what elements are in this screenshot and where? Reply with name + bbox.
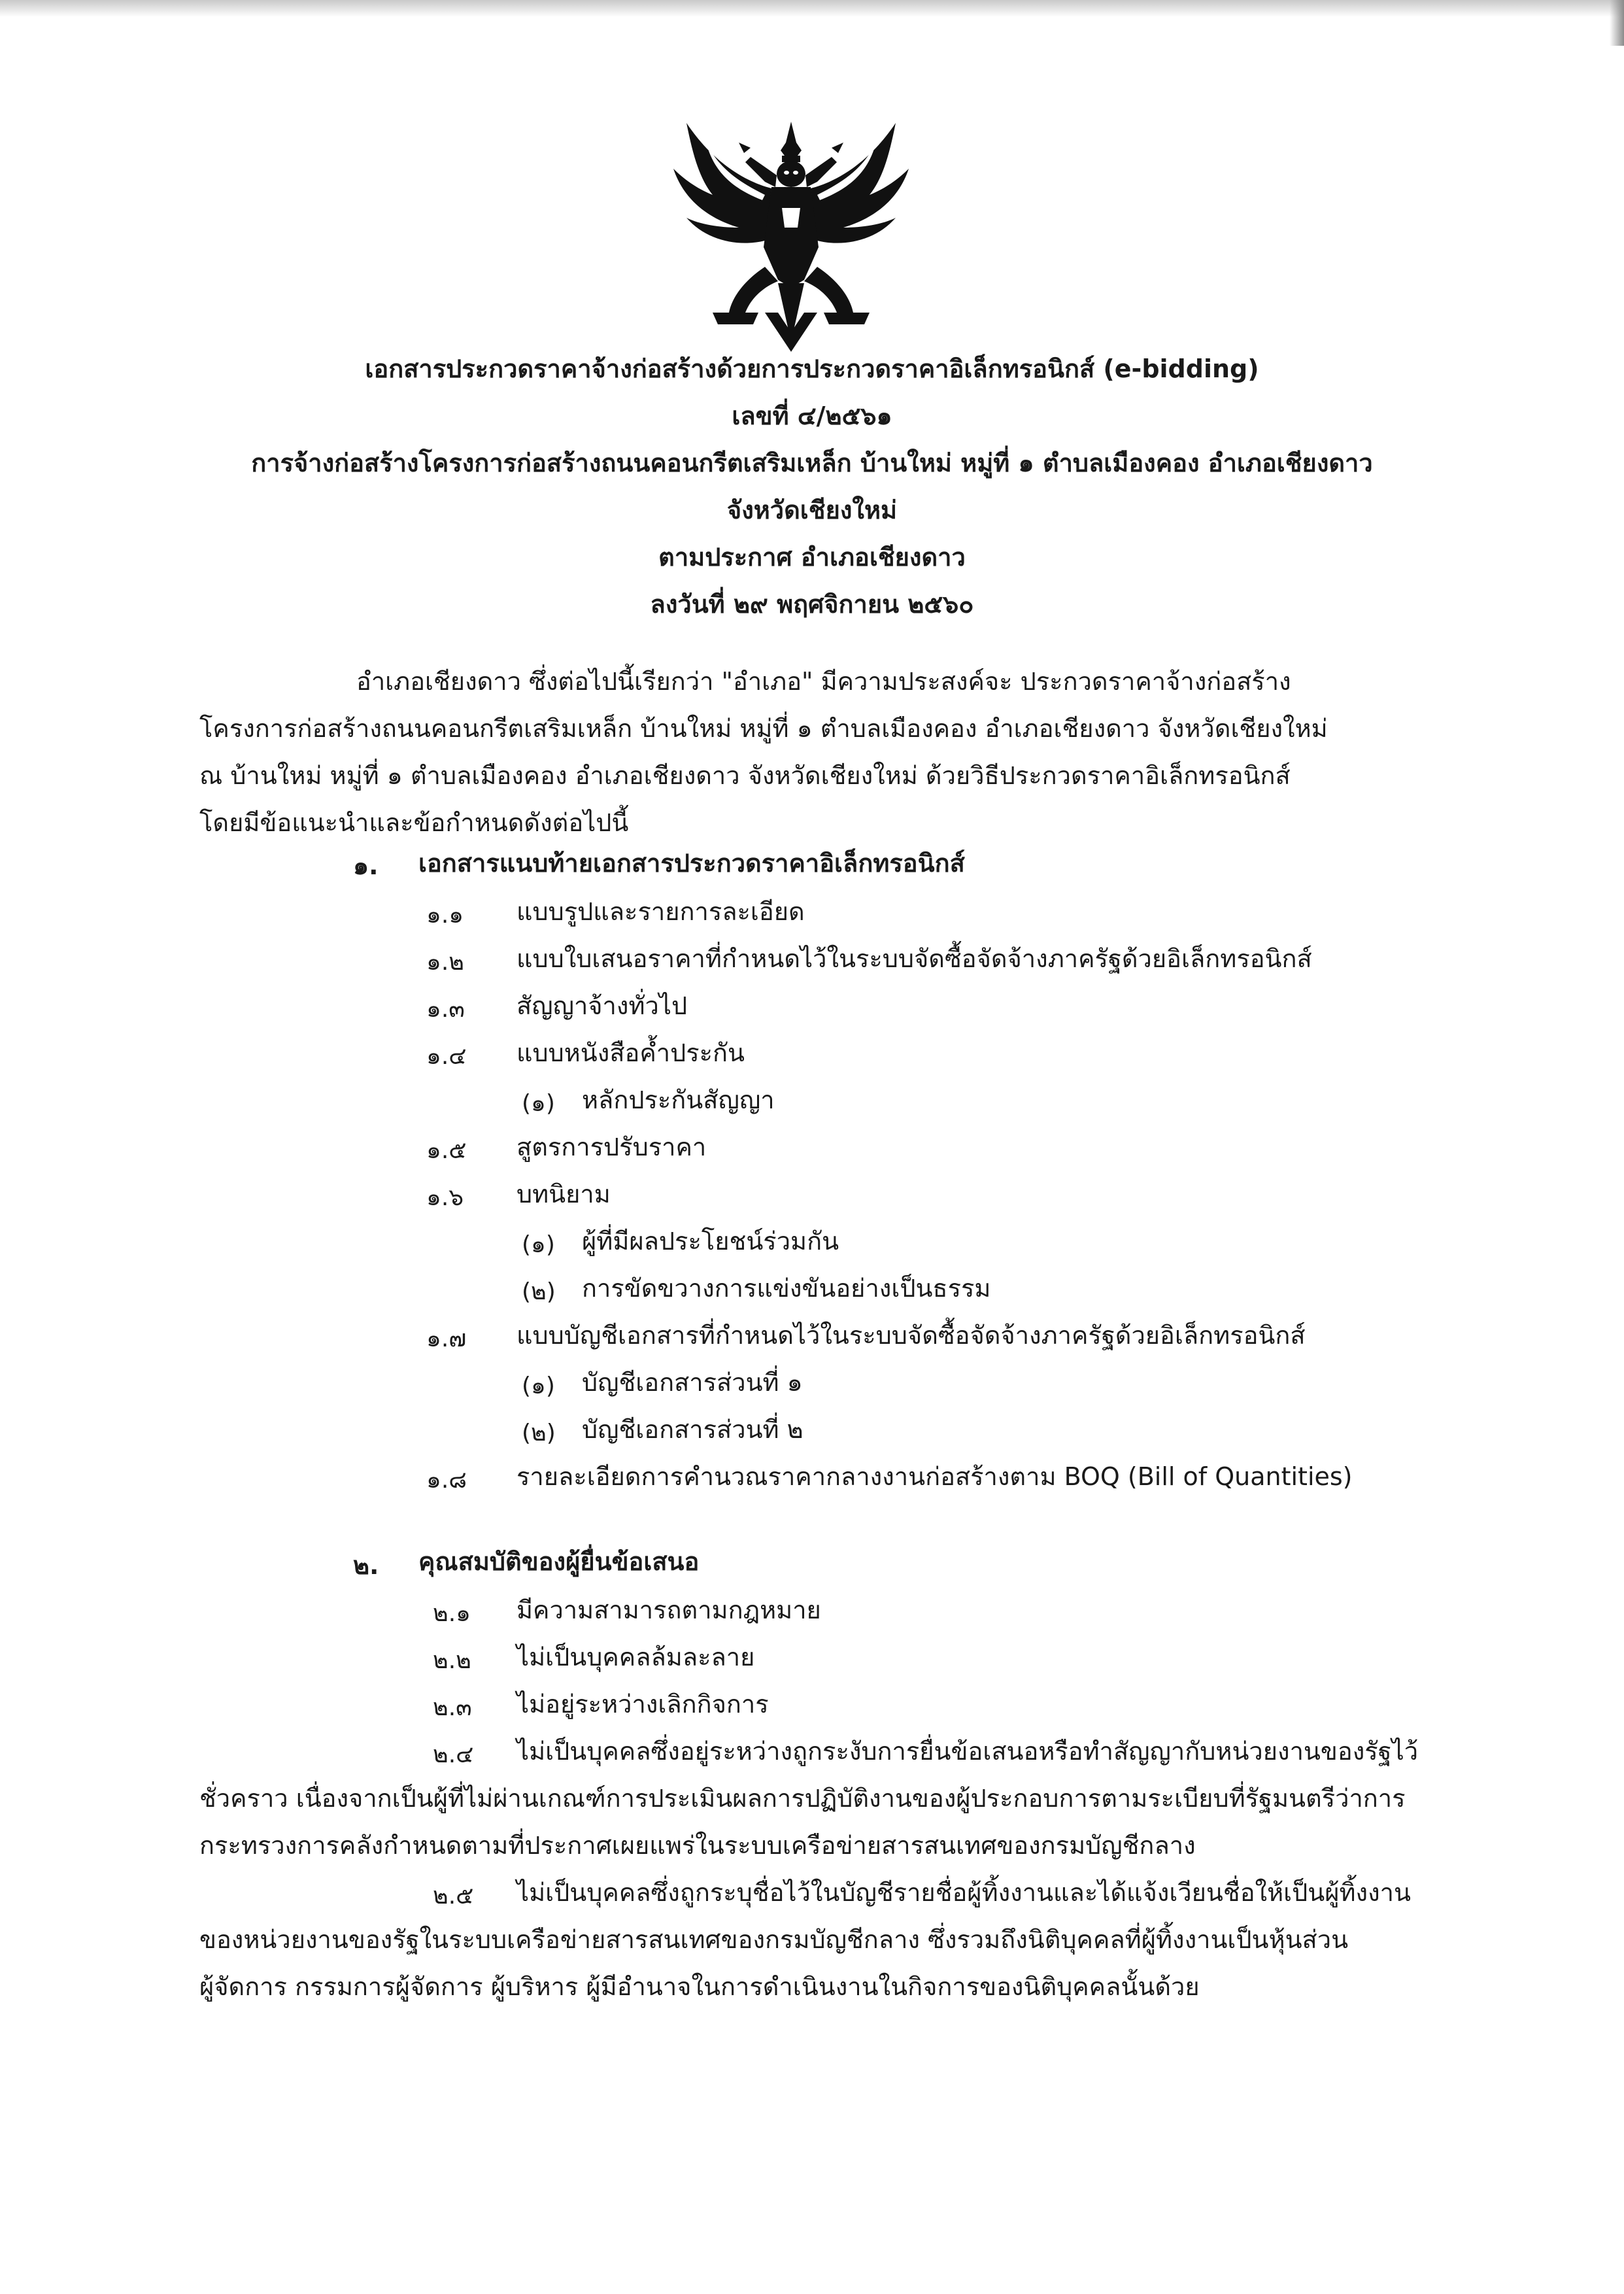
- item-text: แบบหนังสือค้ำประกัน: [516, 1038, 745, 1067]
- scan-shadow-corner: [1610, 0, 1624, 46]
- project-province: จังหวัดเชียงใหม่: [726, 496, 898, 524]
- subitem-text: บัญชีเอกสารส่วนที่ ๑: [582, 1368, 803, 1397]
- subitem-number: (๑): [522, 1373, 555, 1399]
- item-number: ๒.๑: [433, 1600, 471, 1627]
- intro-line: ณ บ้านใหม่ หมู่ที่ ๑ ตำบลเมืองคอง อำเภอเชียงดาว จังหวัดเชียงใหม่ ด้วยวิธีประกวดราคาอิเล็กทรอนิกส์: [199, 761, 1291, 790]
- item-text: ไม่เป็นบุคคลซึ่งถูกระบุชื่อไว้ในบัญชีรายชื่อผู้ทิ้งงานและได้แจ้งเวียนชื่อให้เป็นผู้ทิ้งงาน: [516, 1878, 1411, 1907]
- item-number: ๒.๓: [433, 1694, 472, 1721]
- intro-line: อำเภอเชียงดาว ซึ่งต่อไปนี้เรียกว่า "อำเภอ" มีความประสงค์จะ ประกวดราคาจ้างก่อสร้าง: [356, 667, 1291, 696]
- subitem-number: (๑): [522, 1231, 555, 1258]
- item-text: แบบใบเสนอราคาที่กำหนดไว้ในระบบจัดซื้อจัดจ้างภาครัฐด้วยอิเล็กทรอนิกส์: [516, 944, 1312, 973]
- doc-number: เลขที่ ๔/๒๕๖๑: [732, 402, 892, 430]
- item-number: ๑.๗: [426, 1326, 467, 1352]
- item-text-cont: ชั่วคราว เนื่องจากเป็นผู้ที่ไม่ผ่านเกณฑ์การประเมินผลการปฏิบัติงานของผู้ประกอบการตามระเบียบที่รัฐมนตรีว่าการ: [199, 1784, 1406, 1813]
- section1-title: เอกสารแนบท้ายเอกสารประกวดราคาอิเล็กทรอนิกส์: [418, 849, 965, 878]
- item-number: ๒.๔: [433, 1741, 474, 1768]
- subitem-number: (๒): [522, 1278, 556, 1305]
- subitem-text: หลักประกันสัญญา: [582, 1086, 775, 1114]
- item-text: บทนิยาม: [516, 1180, 611, 1208]
- intro-line: โดยมีข้อแนะนำและข้อกำหนดดังต่อไปนี้: [199, 808, 629, 837]
- item-text-cont: ของหน่วยงานของรัฐในระบบเครือข่ายสารสนเทศของกรมบัญชีกลาง ซึ่งรวมถึงนิติบุคคลที่ผู้ทิ้งงานเป็นหุ้นส่วน: [199, 1925, 1349, 1954]
- item-text: ไม่เป็นบุคคลล้มละลาย: [516, 1643, 755, 1671]
- item-text-cont: ผู้จัดการ กรรมการผู้จัดการ ผู้บริหาร ผู้มีอำนาจในการดำเนินงานในกิจการของนิติบุคคลนั้นด้วย: [199, 1972, 1200, 2001]
- item-text: สัญญาจ้างทั่วไป: [516, 991, 688, 1020]
- item-text: รายละเอียดการคำนวณราคากลางงานก่อสร้างตาม BOQ (Bill of Quantities): [516, 1462, 1353, 1491]
- scan-shadow-top: [0, 0, 1624, 17]
- section2-title: คุณสมบัติของผู้ยื่นข้อเสนอ: [418, 1547, 700, 1576]
- item-text: แบบรูปและรายการละเอียด: [516, 897, 805, 926]
- item-number: ๑.๑: [426, 902, 464, 929]
- item-number: ๑.๘: [426, 1467, 467, 1494]
- item-text: แบบบัญชีเอกสารที่กำหนดไว้ในระบบจัดซื้อจัดจ้างภาครัฐด้วยอิเล็กทรอนิกส์: [516, 1321, 1306, 1350]
- intro-paragraph: [199, 658, 1429, 846]
- doc-title: เอกสารประกวดราคาจ้างก่อสร้างด้วยการประกวดราคาอิเล็กทรอนิกส์ (e-bidding): [365, 354, 1259, 383]
- item-number: ๑.๒: [426, 949, 465, 976]
- item-number: ๑.๖: [426, 1184, 464, 1211]
- subitem-text: ผู้ที่มีผลประโยชน์ร่วมกัน: [582, 1227, 839, 1256]
- intro-line: โครงการก่อสร้างถนนคอนกรีตเสริมเหล็ก บ้านใหม่ หมู่ที่ ๑ ตำบลเมืองคอง อำเภอเชียงดาว จังหวัดเชียงใหม่: [199, 714, 1328, 743]
- section1-number: ๑.: [353, 851, 379, 880]
- item-number: ๒.๒: [433, 1647, 471, 1674]
- section2-number: ๒.: [353, 1551, 379, 1580]
- subitem-number: (๒): [522, 1420, 556, 1447]
- item-text: สูตรการปรับราคา: [516, 1133, 707, 1161]
- item-number: ๑.๔: [426, 1043, 467, 1070]
- item-text: ไม่อยู่ระหว่างเลิกกิจการ: [516, 1690, 769, 1719]
- garuda-emblem-icon: [667, 116, 915, 358]
- announcement-ref: ตามประกาศ อำเภอเชียงดาว: [658, 543, 966, 572]
- item-number: ๒.๕: [433, 1883, 474, 1909]
- item-text-cont: กระทรวงการคลังกำหนดตามที่ประกาศเผยแพร่ในระบบเครือข่ายสารสนเทศของกรมบัญชีกลาง: [199, 1831, 1196, 1860]
- project-title: การจ้างก่อสร้างโครงการก่อสร้างถนนคอนกรีตเสริมเหล็ก บ้านใหม่ หมู่ที่ ๑ ตำบลเมืองคอง อำเภอเชียงดาว: [251, 449, 1373, 477]
- item-number: ๑.๓: [426, 996, 465, 1023]
- item-number: ๑.๕: [426, 1137, 467, 1164]
- subitem-text: บัญชีเอกสารส่วนที่ ๒: [582, 1415, 804, 1444]
- subitem-text: การขัดขวางการแข่งขันอย่างเป็นธรรม: [582, 1274, 991, 1303]
- announcement-date: ลงวันที่ ๒๙ พฤศจิกายน ๒๕๖๐: [650, 590, 974, 619]
- subitem-number: (๑): [522, 1090, 555, 1117]
- item-text: ไม่เป็นบุคคลซึ่งอยู่ระหว่างถูกระงับการยื่นข้อเสนอหรือทำสัญญากับหน่วยงานของรัฐไว้: [516, 1737, 1419, 1766]
- item-text: มีความสามารถตามกฎหมาย: [516, 1596, 821, 1624]
